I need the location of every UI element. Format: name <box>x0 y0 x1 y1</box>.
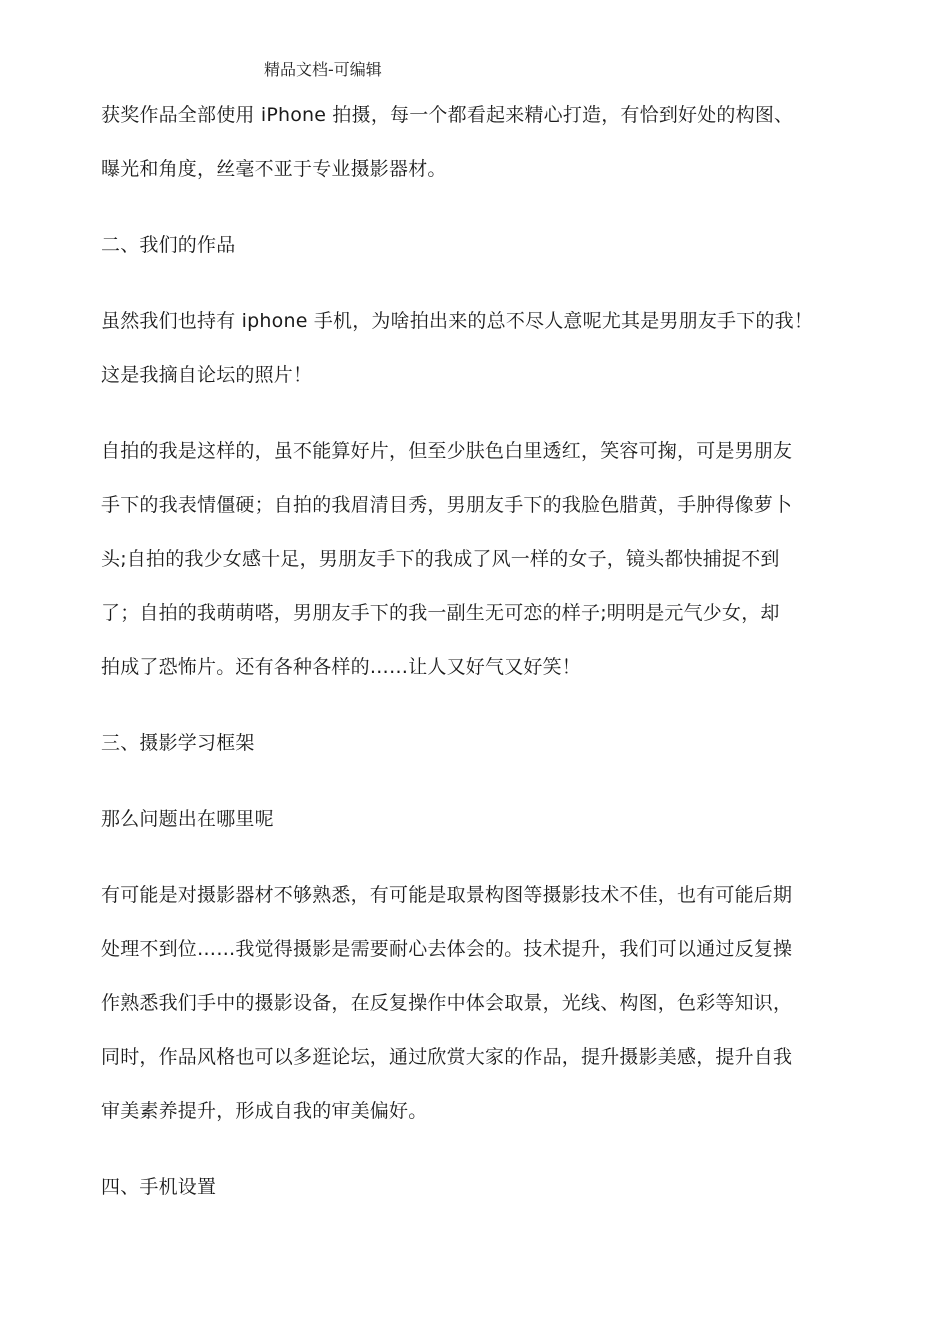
body-line: 自拍的我是这样的，虽不能算好片，但至少肤色白里透红，笑容可掬，可是男朋友 <box>101 440 793 462</box>
body-line: 同时，作品风格也可以多逛论坛，通过欣赏大家的作品，提升摄影美感，提升自我 <box>101 1046 793 1068</box>
body-line: 那么问题出在哪里呢 <box>101 808 274 830</box>
body-line: 作熟悉我们手中的摄影设备，在反复操作中体会取景，光线、构图，色彩等知识， <box>101 992 793 1014</box>
section-heading-3: 三、摄影学习框架 <box>101 732 255 754</box>
header-note: 精品文档-可编辑 <box>264 60 382 79</box>
body-line: 虽然我们也持有 iphone 手机，为啥拍出来的总不尽人意呢尤其是男朋友手下的我！ <box>101 310 814 332</box>
section-heading-2: 二、我们的作品 <box>101 234 236 256</box>
body-line: 这是我摘自论坛的照片！ <box>101 364 313 386</box>
section-heading-4: 四、手机设置 <box>101 1176 217 1198</box>
body-line: 曝光和角度，丝毫不亚于专业摄影器材。 <box>101 158 447 180</box>
body-line: 获奖作品全部使用 iPhone 拍摄，每一个都看起来精心打造，有恰到好处的构图、 <box>101 104 794 126</box>
body-line: 头;自拍的我少女感十足，男朋友手下的我成了风一样的女子，镜头都快捕捉不到 <box>101 548 780 570</box>
body-line: 手下的我表情僵硬；自拍的我眉清目秀，男朋友手下的我脸色腊黄，手肿得像萝卜 <box>101 494 793 516</box>
body-line: 处理不到位……我觉得摄影是需要耐心去体会的。技术提升，我们可以通过反复操 <box>101 938 793 960</box>
body-line: 有可能是对摄影器材不够熟悉，有可能是取景构图等摄影技术不佳，也有可能后期 <box>101 884 793 906</box>
body-line: 了；自拍的我萌萌嗒，男朋友手下的我一副生无可恋的样子;明明是元气少女，却 <box>101 602 780 624</box>
body-line: 审美素养提升，形成自我的审美偏好。 <box>101 1100 428 1122</box>
body-line: 拍成了恐怖片。还有各种各样的……让人又好气又好笑！ <box>101 656 582 678</box>
